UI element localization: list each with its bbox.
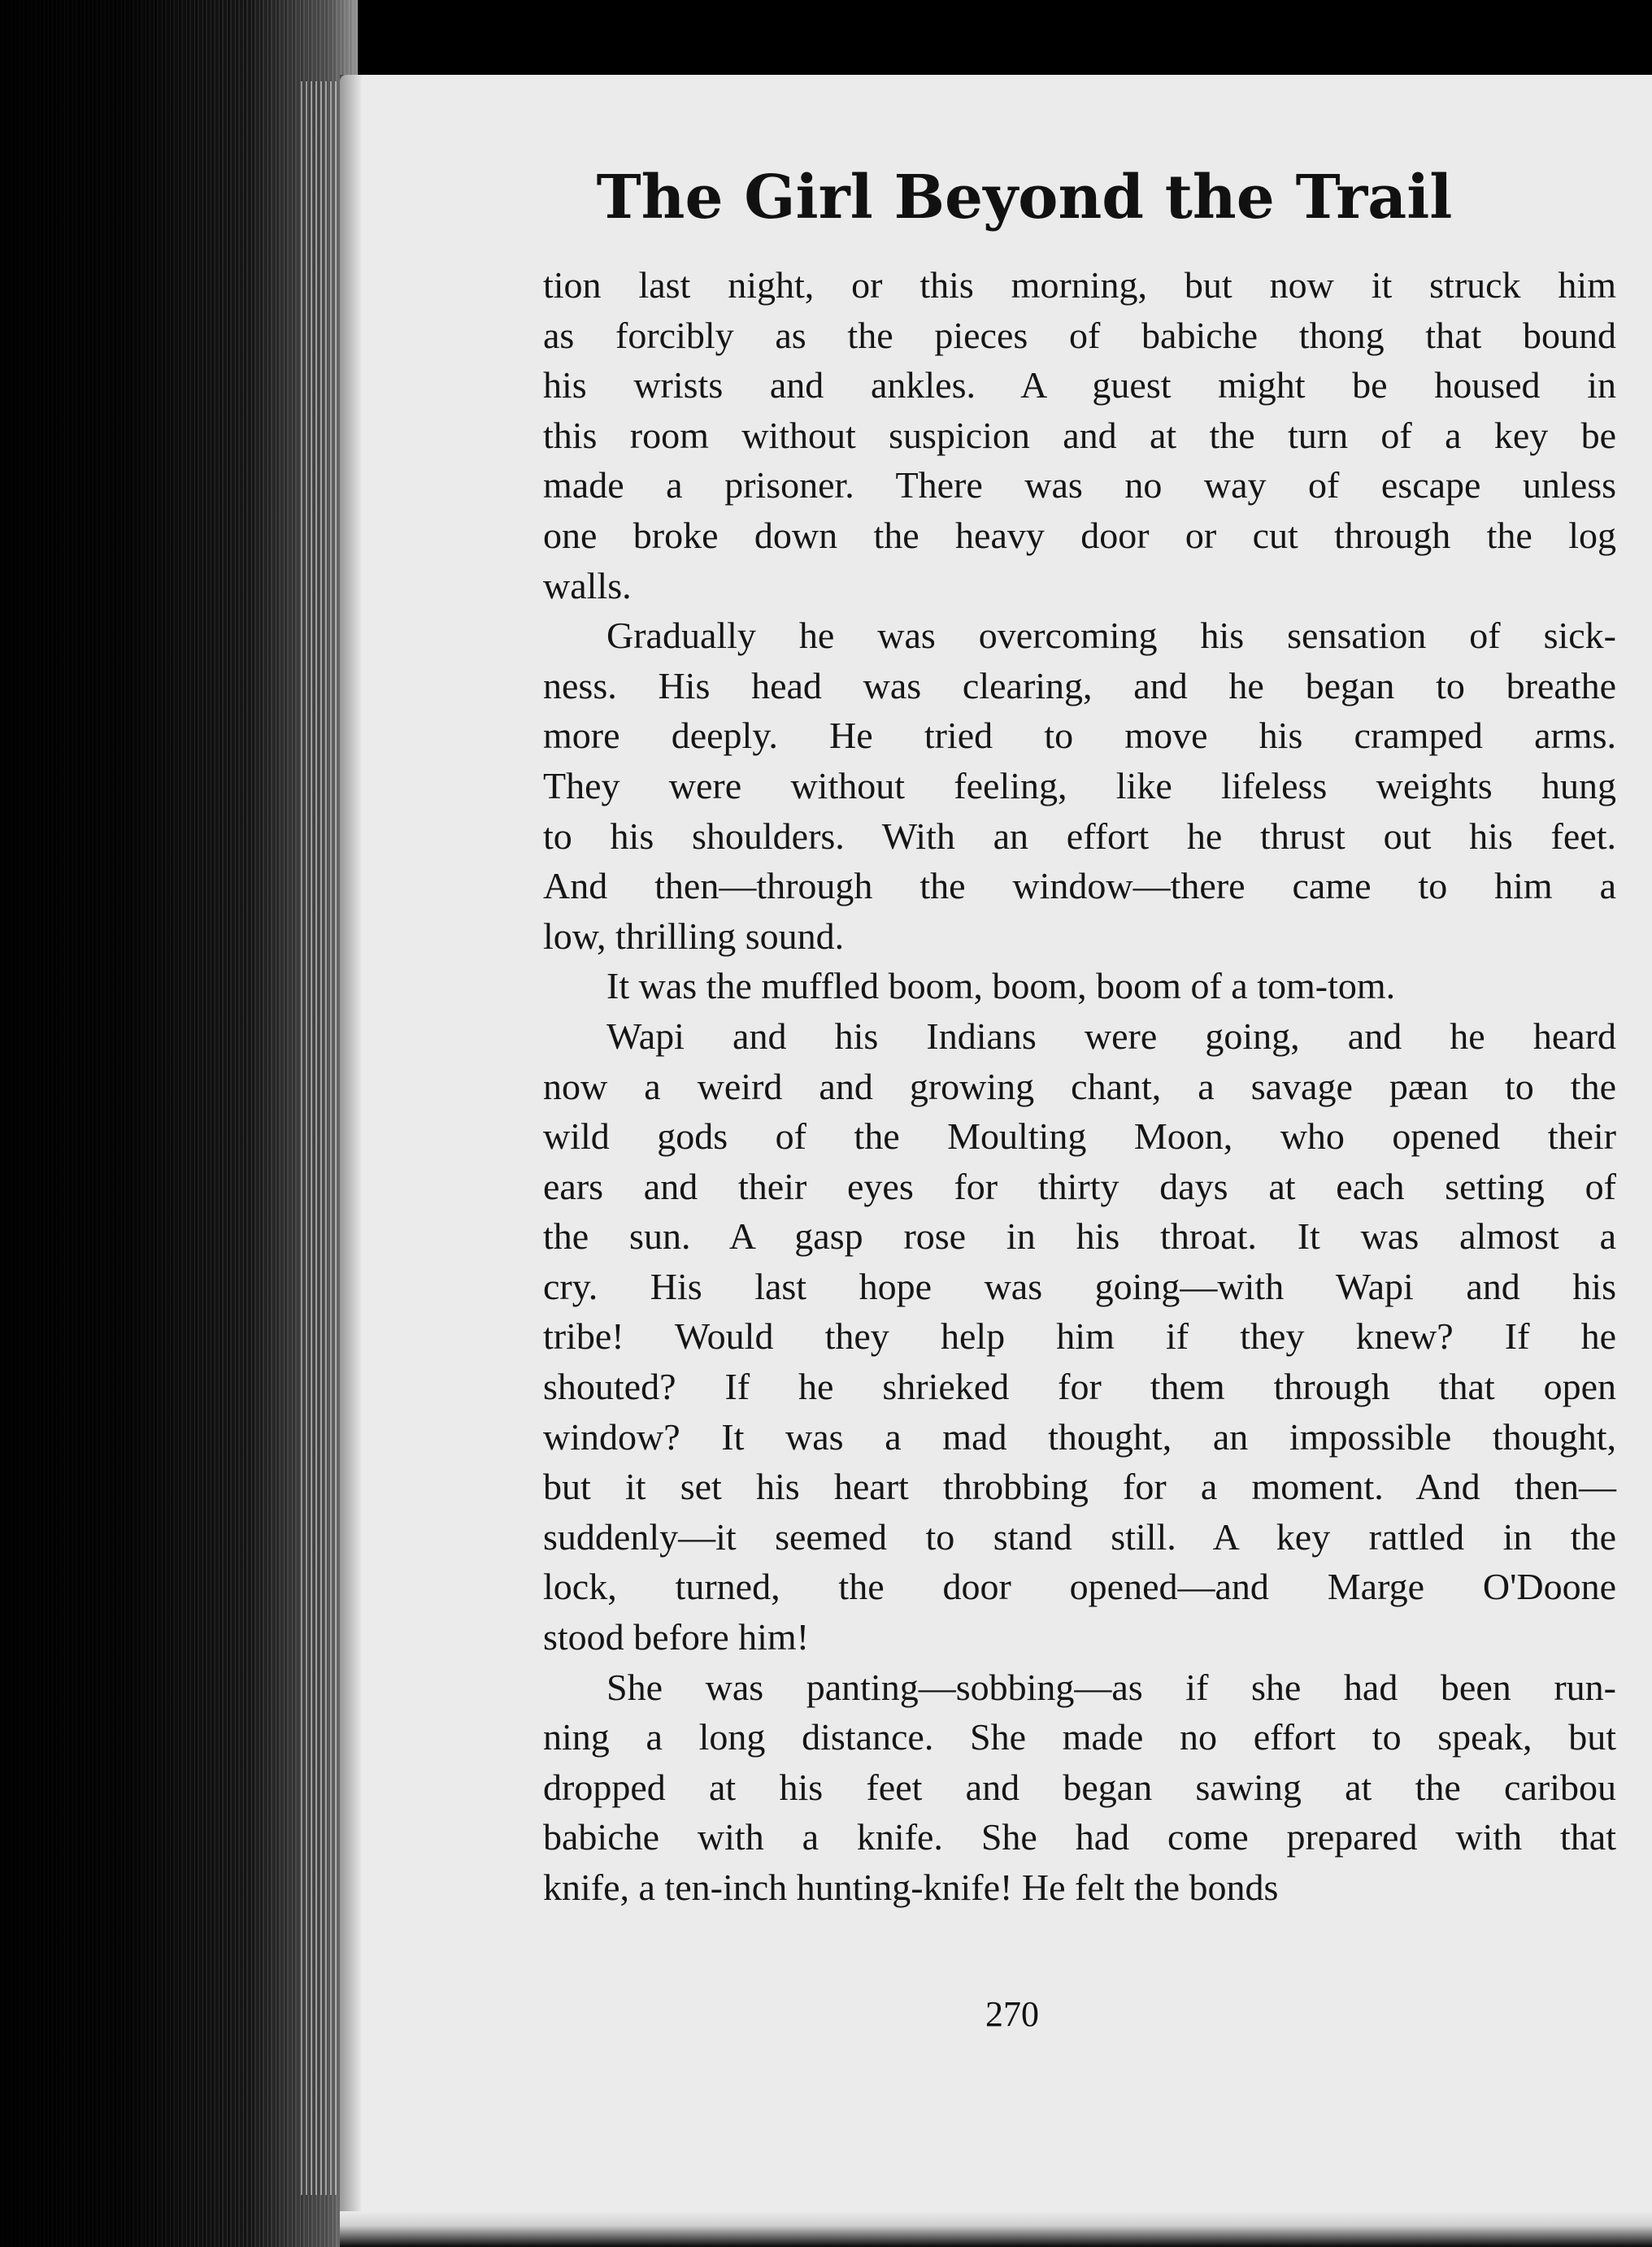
text-line: dropped at his feet and began sawing at the caribou [543,1766,1616,1808]
text-line: babiche with a knife. She had come prepared with that [543,1816,1616,1858]
text-line: shouted? If he shrieked for them through that open [543,1366,1616,1408]
paragraph [543,260,1616,611]
text-line: And then—through the window—there came to him a [543,865,1616,907]
text-line: tribe! Would they help him if they knew? If he [543,1315,1616,1358]
text-line: his wrists and ankles. A guest might be housed in [543,364,1616,406]
text-line: but it set his heart throbbing for a moment. And then— [543,1466,1616,1508]
text-line: to his shoulders. With an effort he thrust out his feet. [543,815,1616,857]
text-line: ning a long distance. She made no effort to speak, but [543,1716,1616,1758]
text-line: wild gods of the Moulting Moon, who opened their [543,1115,1616,1158]
text-line: more deeply. He tried to move his cramped arms. [543,715,1616,757]
page-surface [340,75,1652,2247]
text-line: low, thrilling sound. [543,915,845,957]
body-text [543,260,1616,1913]
text-line: walls. [543,564,632,606]
paragraph [543,961,1616,1011]
text-line: ness. His head was clearing, and he began to breathe [543,664,1616,706]
text-line: Wapi and his Indians were going, and he heard [606,1015,1616,1057]
fore-edge-shading [0,0,358,2247]
text-line: tion last night, or this morning, but now it struck him [543,264,1616,306]
text-line: cry. His last hope was going—with Wapi and his [543,1265,1616,1307]
text-line: She was panting—sobbing—as if she had been run- [606,1666,1616,1708]
text-line: one broke down the heavy door or cut through the log [543,514,1616,556]
paragraph [543,1011,1616,1662]
text-line: lock, turned, the door opened—and Marge O'Doone [543,1566,1616,1608]
text-line: made a prisoner. There was no way of escape unless [543,464,1616,506]
text-line: the sun. A gasp rose in his throat. It was almost a [543,1215,1616,1258]
running-head: The Girl Beyond the Trail [596,163,1453,233]
text-line: It was the muffled boom, boom, boom of a tom-tom. [606,965,1396,1007]
text-line: Gradually he was overcoming his sensation of sick- [606,615,1616,657]
text-line: ears and their eyes for thirty days at each setting of [543,1165,1616,1207]
gutter-shadow [340,75,363,2247]
text-line: suddenly—it seemed to stand still. A key rattled in the [543,1515,1616,1558]
text-line: They were without feeling, like lifeless weights hung [543,764,1616,806]
paragraph [543,611,1616,961]
page-bottom-edge [340,2211,1652,2247]
paragraph [543,1662,1616,1913]
text-line: now a weird and growing chant, a savage pæan to the [543,1065,1616,1107]
text-line: as forcibly as the pieces of babiche thong that bound [543,314,1616,356]
text-line: this room without suspicion and at the turn of a key be [543,414,1616,456]
text-line: window? It was a mad thought, an impossible thought, [543,1415,1616,1458]
text-line: stood before him! [543,1616,810,1658]
text-line: knife, a ten-inch hunting-knife! He felt the bonds [543,1867,1279,1908]
page-number: 270 [985,1994,1039,2034]
